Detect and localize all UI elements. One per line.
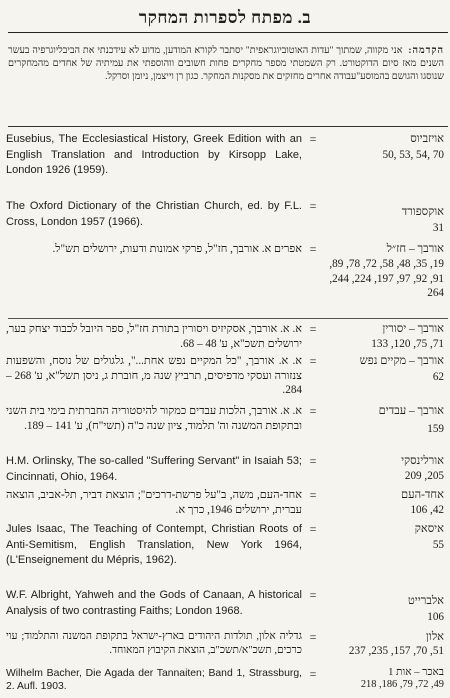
entry-reference: Wilhelm Bacher, Die Agada der Tannaiten; Band 1, Strassburg, 2. Aufl. 1903. bbox=[6, 668, 302, 692]
entry-abbreviation: איסאק bbox=[414, 523, 444, 535]
equals-sign: = bbox=[309, 588, 317, 602]
entry-abbreviation: אורבך – יסורין bbox=[382, 323, 444, 335]
preface-paragraph bbox=[8, 44, 444, 83]
entry-abbreviation: באכר – אות 1 bbox=[388, 667, 444, 678]
entry-reference: אפרים א. אורבך, חז"ל, פרקי אמונות ודעות, ירושלים תש"ל. bbox=[52, 243, 302, 255]
entry-abbreviation: אחד-העם bbox=[401, 489, 444, 501]
entry-abbreviation: אורבך – עבדים bbox=[378, 405, 444, 417]
entry-reference: Jules Isaac, The Teaching of Contempt, Christian Roots of Anti-Semitism, English Translation, New York 1964, (L'Enseignement du Mépris, 1962). bbox=[6, 523, 302, 566]
entry-reference: Eusebius, The Ecclesiastical History, Greek Edition with an English Translation and Introduction by Kirsopp Lake, London 1926 (1959). bbox=[6, 133, 302, 176]
entry-pages: 62 bbox=[432, 371, 444, 383]
equals-sign: = bbox=[309, 199, 317, 213]
entry-pages: 106 bbox=[427, 611, 444, 623]
equals-sign: = bbox=[309, 488, 317, 502]
title-divider bbox=[8, 32, 448, 33]
entry-pages: 55 bbox=[432, 539, 444, 551]
section-divider bbox=[8, 318, 448, 319]
entry-pages: 205, 209 bbox=[404, 470, 444, 482]
entry-abbreviation: אורלינסקי bbox=[401, 455, 444, 467]
entry-reference: א. א. אורבך, הלכות עבדים כמקור להיסטוריה החברתית בימי בית השני ובתקופת המשנה וה' תלמוד, ציון שנה כ"ה (תשי"ח), ע' 141 – 189. bbox=[6, 405, 302, 432]
entry-pages: 71, 75, 120, 133 bbox=[371, 338, 444, 350]
entry-reference: גדליה אלון, תולדות היהודים בארץ-ישראל בתקופת המשנה והתלמוד; עוי כרכים, תשכ"א/תשכ"ב, הוצאת הקיבוץ המאוחד. bbox=[6, 631, 302, 656]
page-title: ב. מפתח לספרות המחקר bbox=[138, 8, 312, 27]
entry-pages: 31 bbox=[432, 222, 444, 234]
entry-reference: אחד-העם, משה, ב"על פרשת-דרכים"; הוצאת דביר, תל-אביב, הוצאה עברית, ירושלים 1946, כרך א. bbox=[6, 489, 302, 516]
equals-sign: = bbox=[309, 354, 317, 368]
entry-pages: 19, 35, 48, 58, 72, 78, 89, 91, 92, 97, 197, 224, 244, 264 bbox=[329, 258, 444, 299]
entry-reference: The Oxford Dictionary of the Christian Church, ed. by F.L. Cross, London 1957 (1966). bbox=[6, 200, 302, 228]
preface-label: הקדמה: bbox=[408, 45, 444, 56]
equals-sign: = bbox=[309, 322, 317, 336]
entry-abbreviation: אורבך – מקיים נפש bbox=[359, 355, 444, 367]
equals-sign: = bbox=[309, 630, 317, 644]
entry-abbreviation: אוקספורד bbox=[401, 206, 444, 218]
entry-reference: א. א. אורבך, "כל המקיים נפש אחת...", גלגולים של נוסח, והשפעות צנזורה ועסקי מדפיסים, תרביץ שנה מ, חוברת ג, ניסן תשל"א, ע' 268 – 284. bbox=[6, 355, 302, 396]
preface-divider bbox=[8, 126, 448, 127]
entry-abbreviation: אורבך – חז״ל bbox=[386, 243, 444, 255]
entry-pages: 159 bbox=[427, 423, 444, 435]
equals-sign: = bbox=[309, 667, 317, 681]
entry-abbreviation: אויזביוס bbox=[410, 133, 444, 145]
entry-pages: 42, 106 bbox=[410, 504, 444, 516]
equals-sign: = bbox=[309, 522, 317, 536]
equals-sign: = bbox=[309, 454, 317, 468]
preface-text: אני מקווה, שמתוך "עדות האוטוביוגראפית" יסתבר לקורא המודען, מדוע לא עידכנתי את הביבליוגרפיה בעשר השנים מאז סיום הדוקטורט. רק השמטתי מספר מחקרים פחות חשובים ווהוספתי את עמיתיה של אחדים מהמחקרים שנוסגו והגושם בהמוסע"עבודה אחרים מחזקים את מסקנות המחקר. כגון רן וייצמן, ניומן וסרקל. bbox=[8, 45, 444, 82]
entry-reference: W.F. Albright, Yahweh and the Gods of Canaan, A historical Analysis of two contrasting Faiths; London 1968. bbox=[6, 589, 302, 617]
entry-abbreviation: אלברייט bbox=[407, 595, 444, 607]
entry-abbreviation: אלון bbox=[426, 631, 444, 643]
entry-pages: 51, 70, 157, 235, 237 bbox=[348, 645, 444, 657]
entry-reference: א. א. אורבך, אסקיזיס ויסורין בתורת חז"ל, ספר היובל לכבוד יצחק בער, ירושלים תשכ"א, ע' 48 – 68. bbox=[6, 323, 302, 350]
equals-sign: = bbox=[309, 132, 317, 146]
equals-sign: = bbox=[309, 404, 317, 418]
entry-pages: 49, 72, 79, 186, 218 bbox=[360, 679, 444, 690]
entry-pages: 70 ,54 ,53 ,50 bbox=[382, 149, 444, 161]
equals-sign: = bbox=[309, 242, 317, 256]
entry-reference: H.M. Orlinsky, The so-called "Suffering Servant" in Isaiah 53; Cincinnati, Ohio, 1964. bbox=[6, 455, 302, 483]
